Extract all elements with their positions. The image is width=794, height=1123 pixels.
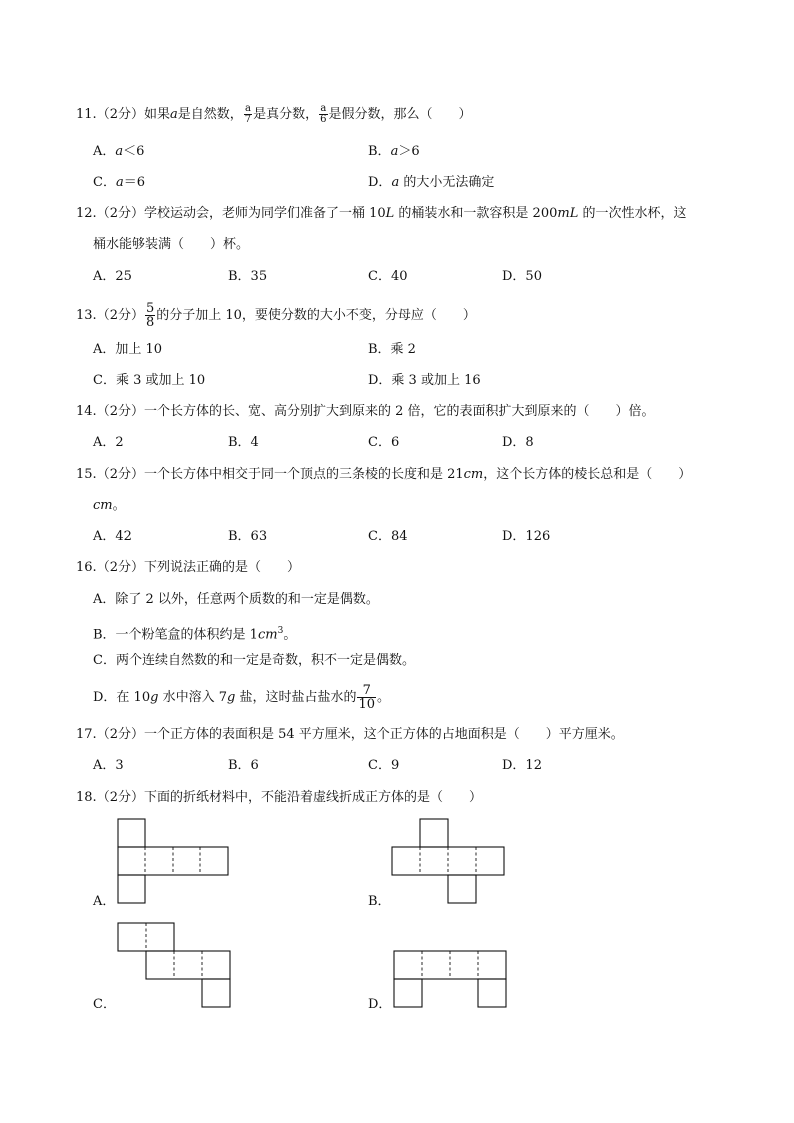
denominator: 6	[320, 114, 327, 125]
option-c[interactable]: C．40	[368, 269, 408, 284]
option-b[interactable]	[93, 623, 296, 643]
unit: mL	[557, 206, 579, 221]
question-score: （2分）	[96, 790, 144, 805]
variable: a	[391, 175, 400, 190]
option-text: 盐，这时盐占盐水的	[235, 690, 357, 705]
denominator: 7	[244, 114, 252, 125]
option-label: B．	[368, 144, 391, 159]
fraction	[319, 104, 327, 125]
question-score: （2分）	[96, 467, 144, 482]
cube-net-b[interactable]	[392, 819, 504, 904]
question-text: ，这个长方体的棱长总和是（ ）	[483, 467, 692, 482]
question-text: 下面的折纸材料中，不能沿着虚线折成正方体的是（ ）	[143, 790, 482, 805]
superscript: 3	[277, 626, 284, 636]
option-d[interactable]	[93, 684, 390, 711]
option-d[interactable]: D．50	[502, 269, 542, 284]
question-text: 是假分数，那么（ ）	[328, 107, 472, 122]
option-text: 的大小无法确定	[399, 175, 495, 190]
question-12	[76, 206, 686, 222]
option-d-label[interactable]: D．	[368, 997, 392, 1012]
option-text: 。	[377, 690, 391, 705]
option-text: 。	[283, 627, 297, 643]
unit: cm	[93, 498, 113, 513]
numerator: a	[320, 103, 327, 114]
option-a[interactable]: A．加上 10	[93, 342, 163, 357]
question-text: 一个长方体中相交于同一个顶点的三条棱的长度和是 21	[143, 467, 464, 482]
question-text: 是真分数，	[253, 107, 319, 122]
cube-net-c[interactable]	[118, 923, 230, 1008]
question-score: （2分）	[96, 206, 144, 221]
variable: a	[115, 144, 124, 159]
variable: a	[115, 175, 124, 190]
numerator: 5	[145, 301, 155, 316]
option-c-label[interactable]: C．	[93, 997, 116, 1012]
question-18	[76, 790, 482, 806]
question-number: 16.	[76, 560, 97, 575]
option-text: ＝6	[123, 175, 145, 190]
option-label: C．	[93, 175, 116, 190]
option-b[interactable]: B．6	[228, 758, 259, 773]
option-d[interactable]: D．8	[502, 435, 534, 450]
question-15-line2	[93, 498, 126, 514]
option-c[interactable]	[93, 175, 145, 191]
option-a[interactable]: A．42	[93, 529, 132, 544]
unit: g	[150, 690, 159, 705]
question-12-line2: 桶水能够装满（ ）杯。	[93, 237, 250, 252]
variable: a	[169, 107, 178, 122]
question-text: 的桶装水和一款容积是 200	[394, 206, 558, 221]
option-c[interactable]: C．9	[368, 758, 400, 773]
question-text: 学校运动会，老师为同学们准备了一桶 10	[143, 206, 386, 221]
numerator: 7	[357, 684, 376, 698]
option-c[interactable]: C．两个连续自然数的和一定是奇数，积不一定是偶数。	[93, 653, 415, 668]
question-text: 的一次性水杯，这	[578, 206, 687, 221]
question-11	[76, 104, 472, 125]
question-score: （2分）	[96, 308, 144, 323]
option-text: 水中溶入 7	[158, 690, 227, 705]
question-15	[76, 467, 691, 483]
question-score: （2分）	[96, 404, 144, 419]
option-b[interactable]: B．乘 2	[368, 342, 416, 357]
question-number: 17.	[76, 727, 97, 742]
question-number: 14.	[76, 404, 97, 419]
question-text: 一个长方体的长、宽、高分别扩大到原来的 2 倍，它的表面积扩大到原来的（ ）倍。	[143, 404, 655, 419]
denominator: 8	[145, 315, 155, 330]
option-label: A．	[93, 144, 116, 159]
option-b[interactable]	[368, 144, 420, 160]
question-text: 是自然数，	[177, 107, 243, 122]
option-c[interactable]: C．乘 3 或加上 10	[93, 373, 206, 388]
question-number: 15.	[76, 467, 97, 482]
question-text: 下列说法正确的是（ ）	[143, 560, 300, 575]
option-a[interactable]: A．25	[93, 269, 132, 284]
fraction	[244, 104, 252, 125]
unit: cm	[257, 627, 278, 643]
question-17	[76, 727, 624, 743]
question-16	[76, 560, 300, 576]
question-number: 12.	[76, 206, 97, 221]
option-d[interactable]: D．126	[502, 529, 551, 544]
question-number: 18.	[76, 790, 97, 805]
question-text: 一个正方体的表面积是 54 平方厘米，这个正方体的占地面积是（ ）平方厘米。	[143, 727, 624, 742]
unit: L	[385, 206, 395, 221]
option-label: D．	[368, 175, 392, 190]
option-a-label[interactable]: A．	[93, 894, 116, 909]
question-score: （2分）	[96, 107, 144, 122]
question-text: 的分子加上 10，要使分数的大小不变，分母应（ ）	[156, 308, 476, 323]
option-text: ＜6	[123, 144, 145, 159]
option-d[interactable]	[368, 175, 494, 191]
unit: cm	[463, 467, 484, 482]
option-a[interactable]	[93, 144, 144, 160]
unit: g	[226, 690, 236, 705]
option-b-label[interactable]: B．	[368, 894, 391, 909]
denominator: 10	[358, 697, 375, 712]
fraction	[357, 684, 376, 711]
cube-net-d[interactable]	[394, 951, 506, 1008]
numerator: a	[244, 103, 251, 114]
option-c[interactable]: C．6	[368, 435, 400, 450]
option-a[interactable]: A．3	[93, 758, 124, 773]
option-text: ＞6	[398, 144, 420, 159]
question-13	[76, 302, 476, 329]
option-d[interactable]: D．12	[502, 758, 542, 773]
option-a[interactable]: A．2	[93, 435, 124, 450]
option-b[interactable]: B．35	[228, 269, 268, 284]
question-text: 如果	[143, 107, 170, 122]
option-a[interactable]: A．除了 2 以外，任意两个质数的和一定是偶数。	[93, 592, 379, 607]
fraction	[145, 302, 155, 329]
question-text: 。	[112, 498, 126, 513]
question-14	[76, 404, 655, 420]
question-number: 13.	[76, 308, 97, 323]
option-c[interactable]: C．84	[368, 529, 408, 544]
option-text: D．在 10	[93, 690, 151, 705]
option-b[interactable]: B．63	[228, 529, 268, 544]
question-number: 11.	[76, 107, 97, 122]
option-text: B．一个粉笔盒的体积约是 1	[93, 627, 258, 643]
question-score: （2分）	[96, 727, 144, 742]
question-score: （2分）	[96, 560, 144, 575]
option-b[interactable]: B．4	[228, 435, 259, 450]
option-d[interactable]: D．乘 3 或加上 16	[368, 373, 481, 388]
variable: a	[390, 144, 399, 159]
cube-net-a[interactable]	[118, 819, 228, 904]
